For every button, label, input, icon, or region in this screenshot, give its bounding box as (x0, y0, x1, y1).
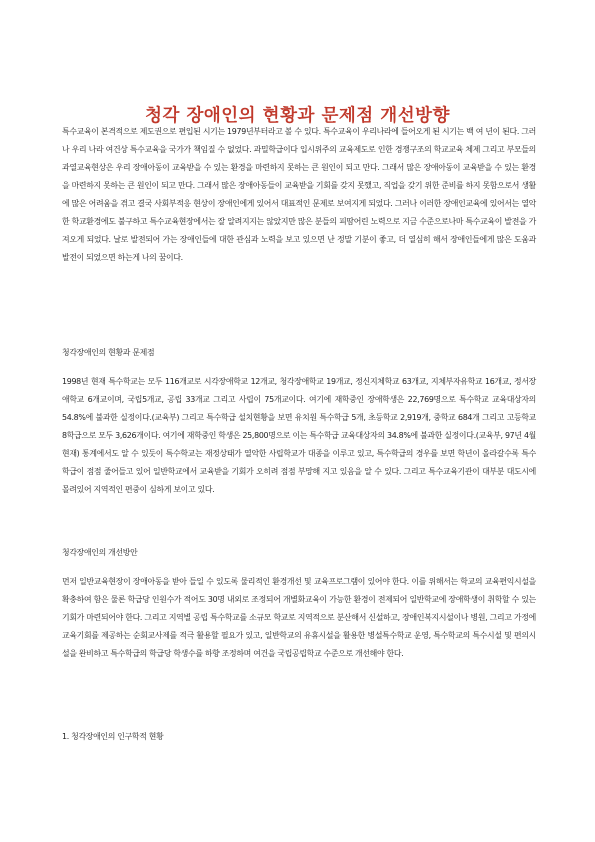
intro-paragraph: 특수교육이 본격적으로 제도권으로 편입된 시기는 1979년부터라고 볼 수 있다. 특수교육이 우리나라에 들어오게 된 시기는 백 여 년이 된다. 그러나 우리 나라 여건상 특수교육을 국가가 책임질 수 없었다. 과밀학급이다 입시위주의 교육제도로 인한 경쟁구조의 학교교육 체제 그리고 부모들의 과열교육현상은 우리 장애아동이 교육받을 수 있는 환경을 마련하지 못하는 큰 원인이 되고 만다. 그래서 많은 장애아동이 교육받을 수 있는 환경을 마련하지 못하는 큰 원인이 되고 만다. 그래서 많은 장애아동들이 교육받을 기회를 갖지 못했고, 직업을 갖기 위한 준비를 하지 못함으로서 생활에 많은 어려움을 겪고 결국 사회부적응 현상이 장애인에게 있어서 대표적인 문제로 보여지게 되었다. 그러나 이러한 장애인교육에 있어서는 열악한 학교환경에도 불구하고 특수교육현장에서는 잘 알려지지는 않았지만 많은 분들의 피땀어린 노력으로 지금 수준으로나마 특수교육이 발전을 가져오게 되었다. 날로 발전되어 가는 장애인들에 대한 관심과 노력을 보고 있으면 난 정말 기분이 좋고, 더 열심히 해서 장애인들에게 많은 도움과 발전이 되었으면 하는게 나의 꿈이다. (62, 127, 536, 263)
improvement-paragraph: 먼저 일반교육현장이 장애아동을 받아 들일 수 있도록 물리적인 환경개선 및 교육프로그램이 있어야 한다. 이를 위해서는 학교의 교육편익시설을 확충하여 함은 물론 학급당 인원수가 적어도 30명 내외로 조정되어 개별화교육이 가능한 환경이 전제되어 일반학교에 장애학생이 취학할 수 있는 기회가 마련되어야 한다. 그리고 지역별 공립 특수학교를 소규모 학교로 지역적으로 분산해서 신설하고, 장애인복지시설이나 병원, 그리고 가정에 교육기회를 제공하는 순회교사제를 적극 활용할 필요가 있고, 일반학교의 유휴시설을 활용한 병설특수학교 운영, 특수학교의 특수시설 및 편의시설을 완비하고 특수학급의 학급당 학생수를 하향 조정하며 여건을 국립공립학교 수준으로 개선해야 한다. (62, 577, 536, 659)
document-title: 청각 장애인의 현황과 문제점 개선방향 (145, 105, 450, 126)
section-heading-demographics: 1. 청각장애인의 인구학적 현황 (62, 732, 164, 741)
status-paragraph: 1998년 현재 특수학교는 모두 116개교로 시각장애학교 12개교, 청각장애학교 19개교, 정신지체학교 63개교, 지체부자유학교 16개교, 정서장애학교 6개교이며, 국립5개교, 공립 33개교 그리고 사립이 75개교이다. 여기에 재학중인 장애학생은 22,769명으로 특수학교 교육대상자의 54.8%에 불과한 실정이다.(교육부) 그리고 특수학급 설치현황을 보면 유치원 특수학급 5개, 초등학교 2,919개, 중학교 684개 그리고 고등학교 8학급으로 모두 3,626개이다. 여기에 재학중인 학생은 25,800명으로 이는 특수학급 교육대상자의 34.8%에 불과한 실정이다.(교육부, 97년 4월 현재) 통계에서도 알 수 있듯이 특수학교는 재정상태가 열악한 사립학교가 대종을 이루고 있고, 특수학급의 경우를 보면 학년이 올라갈수록 특수학급이 점점 줄어들고 있어 일반학교에서 교육받을 기회가 오히려 점점 부망해 지고 있음을 알 수 있다. 그리고 특수교육기관이 대부분 대도시에 몰려있어 지역적인 편중이 심하게 보이고 있다. (62, 377, 536, 495)
section-heading-status: 청각장애인의 현황과 문제점 (62, 348, 155, 357)
section-heading-improvement: 청각장애인의 개선방안 (62, 548, 138, 557)
